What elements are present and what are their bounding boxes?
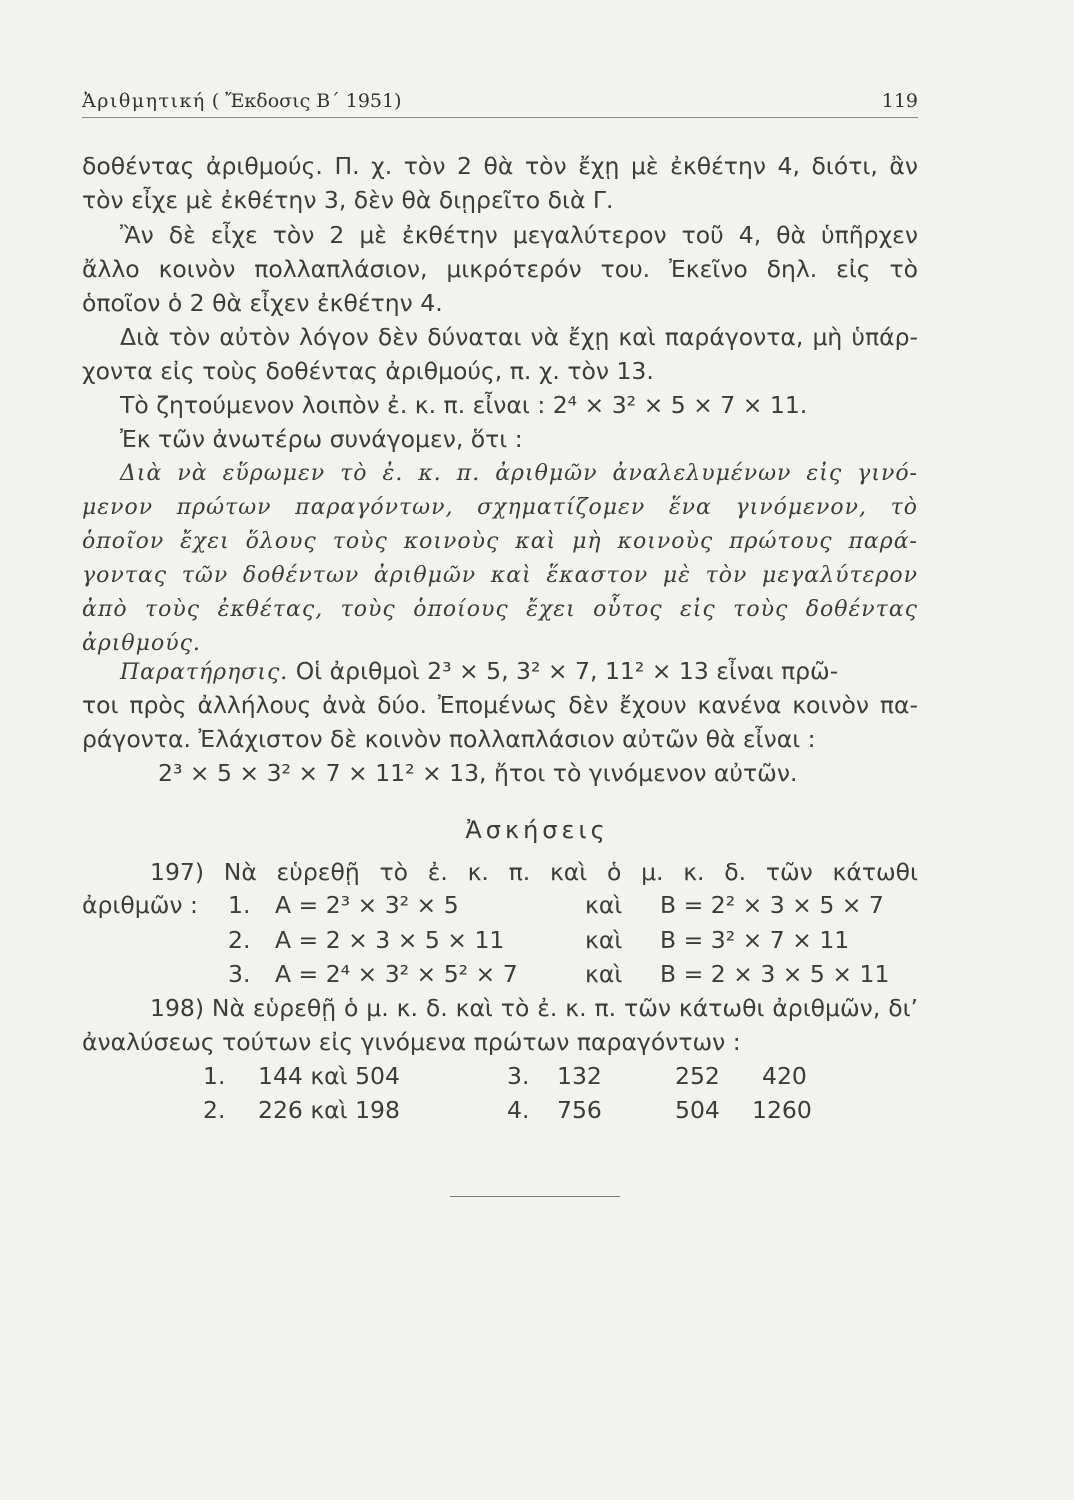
edition-label: ( Ἔκδοσις Β΄ 1951) [211,90,402,112]
exercise-198-intro-2: ἀναλύσεως τούτων εἰς γινόμενα πρώτων παραγόντων : [82,1028,741,1056]
row-pair: 226 καὶ 198 [258,1096,400,1124]
row-number: 4. [507,1096,530,1124]
rule-line: γοντας τῶν δοθέντων ἀριθμῶν καὶ ἕκαστον μὲ τὸν μεγαλύτερον [82,563,918,588]
text-line: τὸν εἶχε μὲ ἐκθέτην 3, δὲν θὰ διῃρεῖτο διὰ Γ. [82,186,614,214]
item-conj: καὶ [585,960,623,988]
text-line: χοντα εἰς τοὺς δοθέντας ἀριθμούς, π. χ. τὸν 13. [82,357,654,385]
item-b: Β = 3² × 7 × 11 [660,926,850,954]
exercises-heading: Ἀσκήσεις [465,816,609,844]
item-a: Α = 2⁴ × 3² × 5² × 7 [275,960,518,988]
item-a: Α = 2 × 3 × 5 × 11 [275,926,505,954]
row-value: 132 [557,1062,602,1090]
row-value: 252 [675,1062,720,1090]
item-number: 3. [228,960,251,988]
item-b: Β = 2 × 3 × 5 × 11 [660,960,890,988]
exercise-197-intro: 197) Νὰ εὑρεθῇ τὸ ἐ. κ. π. καὶ ὁ μ. κ. δ. τῶν κάτωθι [150,858,918,886]
text-line: δοθέντας ἀριθμούς. Π. χ. τὸν 2 θὰ τὸν ἔχῃ μὲ ἐκθέτην 4, διότι, ἂν [82,152,918,180]
item-conj: καὶ [585,891,623,919]
remark-line: τοι πρὸς ἀλλήλους ἀνὰ δύο. Ἐπομένως δὲν ἔχουν κανένα κοινὸν πα- [82,691,918,719]
remark-text: Οἱ ἀριθμοὶ 2³ × 5, 3² × 7, 11² × 13 εἶναι πρῶ- [295,657,839,685]
running-head: Ἀριθμητική ( Ἔκδοσις Β΄ 1951) [82,90,402,112]
row-value: 420 [762,1062,807,1090]
rule-line: μενον πρώτων παραγόντων, σχηματίζομεν ἕνα γινόμενον, τὸ [82,495,918,520]
rule-line: Διὰ νὰ εὕρωμεν τὸ ἐ. κ. π. ἀριθμῶν ἀναλελυμένων εἰς γινό- [120,461,918,486]
row-number: 3. [507,1062,530,1090]
rule-line: ἀριθμούς. [82,631,201,656]
row-value: 756 [557,1096,602,1124]
remark-label: Παρατήρησις. [120,660,289,685]
remark-line [120,656,918,688]
header-rule [82,117,918,118]
rule-line: ὁποῖον ἔχει ὅλους τοὺς κοινοὺς καὶ μὴ κοινοὺς πρώτους παρά- [82,529,918,554]
item-conj: καὶ [585,926,623,954]
item-b: Β = 2² × 3 × 5 × 7 [660,891,884,919]
text-line: Διὰ τὸν αὐτὸν λόγον δὲν δύναται νὰ ἔχῃ καὶ παράγοντα, μὴ ὑπάρ- [120,323,918,351]
text-line: Τὸ ζητούμενον λοιπὸν ἐ. κ. π. εἶναι : 2⁴ × 3² × 5 × 7 × 11. [120,391,808,419]
text-line: Ἂν δὲ εἶχε τὸν 2 μὲ ἐκθέτην μεγαλύτερον τοῦ 4, θὰ ὑπῆρχεν [120,221,918,249]
rule-line: ἀπὸ τοὺς ἐκθέτας, τοὺς ὁποίους ἔχει οὗτος εἰς τοὺς δοθέντας [82,597,918,622]
item-number: 1. [228,891,251,919]
item-a: Α = 2³ × 3² × 5 [275,891,459,919]
remark-line: ράγοντα. Ἐλάχιστον δὲ κοινὸν πολλαπλάσιον αὐτῶν θὰ εἶναι : [82,725,816,753]
row-number: 1. [203,1062,226,1090]
text-line: Ἐκ τῶν ἀνωτέρω συνάγομεν, ὅτι : [120,425,523,453]
end-rule [450,1196,620,1197]
page-number: 119 [881,90,918,112]
remark-formula: 2³ × 5 × 3² × 7 × 11² × 13, ἤτοι τὸ γινόμενον αὐτῶν. [158,759,798,787]
row-value: 1260 [752,1096,812,1124]
item-number: 2. [228,926,251,954]
exercise-198-intro: 198) Νὰ εὑρεθῇ ὁ μ. κ. δ. καὶ τὸ ἐ. κ. π. τῶν κάτωθι ἀριθμῶν, δι’ [150,994,918,1022]
text-line: ἄλλο κοινὸν πολλαπλάσιον, μικρότερόν του. Ἐκεῖνο δηλ. εἰς τὸ [82,255,918,283]
text-line: ὁποῖον ὁ 2 θὰ εἶχεν ἐκθέτην 4. [82,289,443,317]
row-pair: 144 καὶ 504 [258,1062,400,1090]
row-number: 2. [203,1096,226,1124]
exercise-197-intro-2: ἀριθμῶν : [82,891,198,919]
row-value: 504 [675,1096,720,1124]
